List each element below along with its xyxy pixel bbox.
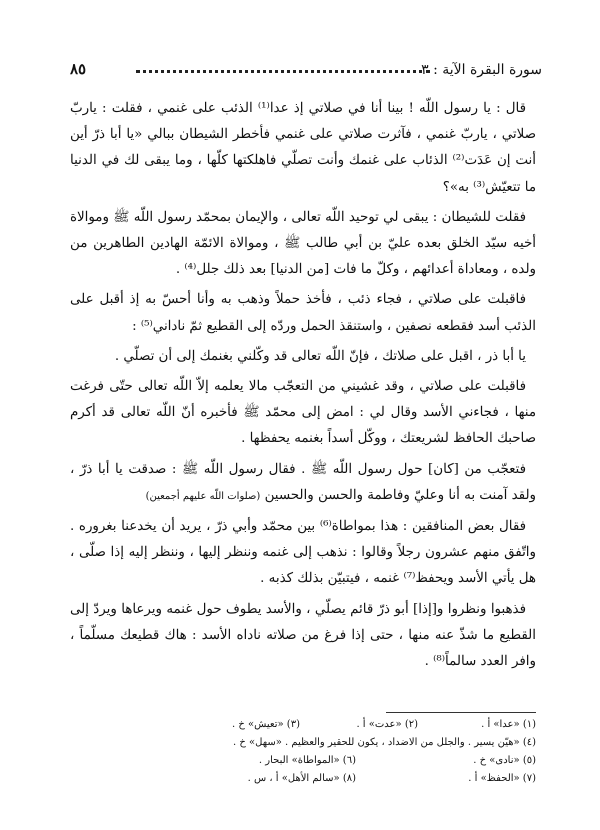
footnote: (٦) «المواطاة» البحار . — [258, 755, 356, 766]
page-header — [70, 60, 542, 84]
page-body — [70, 96, 536, 679]
paragraph: فذهبوا ونظروا و[إذا] أبو ذرّ قائم يصلّي ، والأسد يطوف حول غنمه ويرعاها ويردّ إلى القطيع ما شذّ عنه منها ، حتى إذا فرغ من صلاته ناداه الأسد : هاك قطيعك مسلّماً ، وافر العدد سالماً⁽⁸⁾ . — [70, 601, 536, 670]
footnotes — [70, 716, 536, 788]
footnote: (٣) «تعيش» خ . — [232, 719, 300, 730]
paragraph — [70, 457, 536, 510]
footnote-row — [70, 716, 536, 734]
paragraph: قال : يا رسول اللّه ! بينا أنا في صلاتي إذ عدا⁽¹⁾ الذئب على غنمي ، فقلت : ياربّ صلاتي ، ياربّ غنمي ، فآثرت صلاتي على غنمي فأخطر الشيطان ببالي «يا أبا ذرّ أين أنت إن عَدَت⁽²⁾ الذئاب على غنمك وأنت تصلّي فاهلكتها كلّها ، وما يبقى لك في الدنيا ما تتعيّش⁽³⁾ به»؟ — [70, 101, 536, 195]
paragraph: فاقبلت على صلاتي ، وقد غشيني من التعجّب مالا يعلمه إلاّ اللّه تعالى حتّى فرغت منها ، فجاءني الأسد وقال لي : امض إلى محمّد ﷺ فأخبره أنّ اللّه تعالى قد أكرم صاحبك الحافظ لشريعتك ، ووكّل أسداً بغنمه يحفظها . — [70, 379, 536, 447]
header-dotted-rule — [136, 70, 430, 73]
salawat-note: (صلوات اللّه عليهم أجمعين) — [145, 490, 261, 502]
paragraph: فقال بعض المنافقين : هذا بمواطاة⁽⁶⁾ بين محمّد وأبي ذرّ ، يريد أن يخدعنا بغروره . واتّفق منهم عشرون رجلاً وقالوا : نذهب إلى غنمه وننظر إليها ، وننظر إليه إذا صلّى ، هل يأتي الأسد ويحفظ⁽⁷⁾ غنمه ، فيتبيّن بذلك كذبه . — [70, 519, 536, 587]
footnote: (٨) «سالم الأهل» أ ، س . — [247, 773, 356, 784]
footnote: (٥) «نادى» خ . — [473, 755, 536, 766]
footnote-row — [70, 734, 536, 752]
paragraph: فاقبلت على صلاتي ، فجاء ذئب ، فأخذ حملاً وذهب به وأنا أحسّ به إذ أقبل على الذئب أسد فقطعه نصفين ، واستنقذ الحمل وردّه إلى القطيع ثمّ ناداني⁽⁵⁾ : — [70, 292, 536, 334]
footnote: (١) «عدا» أ . — [481, 719, 536, 730]
paragraph: فقلت للشيطان : يبقى لي توحيد اللّه تعالى ، والإيمان بمحمّد رسول اللّه ﷺ وموالاة أخيه سيّد الخلق بعده عليّ بن أبي طالب ﷺ ، وموالاة الائمّة الهادين الطاهرين من ولده ، ومعاداة أعدائهم ، وكلّ ما فات [من الدنيا] بعد ذلك جلل⁽⁴⁾ . — [70, 209, 536, 278]
running-title: سورة البقرة الآية : ٣ — [421, 62, 542, 78]
footnote-row — [70, 770, 536, 788]
footnote: (٢) «عدت» أ . — [356, 719, 418, 730]
footnote: (٤) «هيّن يسير . والجلل من الاضداد ، يكون للحقير والعظيم . «سهل» خ . — [233, 737, 536, 748]
footnote-row — [70, 752, 536, 770]
footnote-separator — [386, 712, 536, 713]
footnote: (٧) «الحفظ» أ . — [468, 773, 536, 784]
paragraph-text: فتعجّب من [كان] حول رسول اللّه ﷺ . فقال رسول اللّه ﷺ : صدقت يا أبا ذرّ ، ولقد آمنت به أنا وعليّ وفاطمة والحسن والحسين — [70, 461, 536, 503]
paragraph: يا أبا ذر ، اقبل على صلاتك ، فإنّ اللّه تعالى قد وكّلني بغنمك إلى أن تصلّي . — [114, 348, 526, 364]
page-number: ٨٥ — [70, 60, 87, 78]
